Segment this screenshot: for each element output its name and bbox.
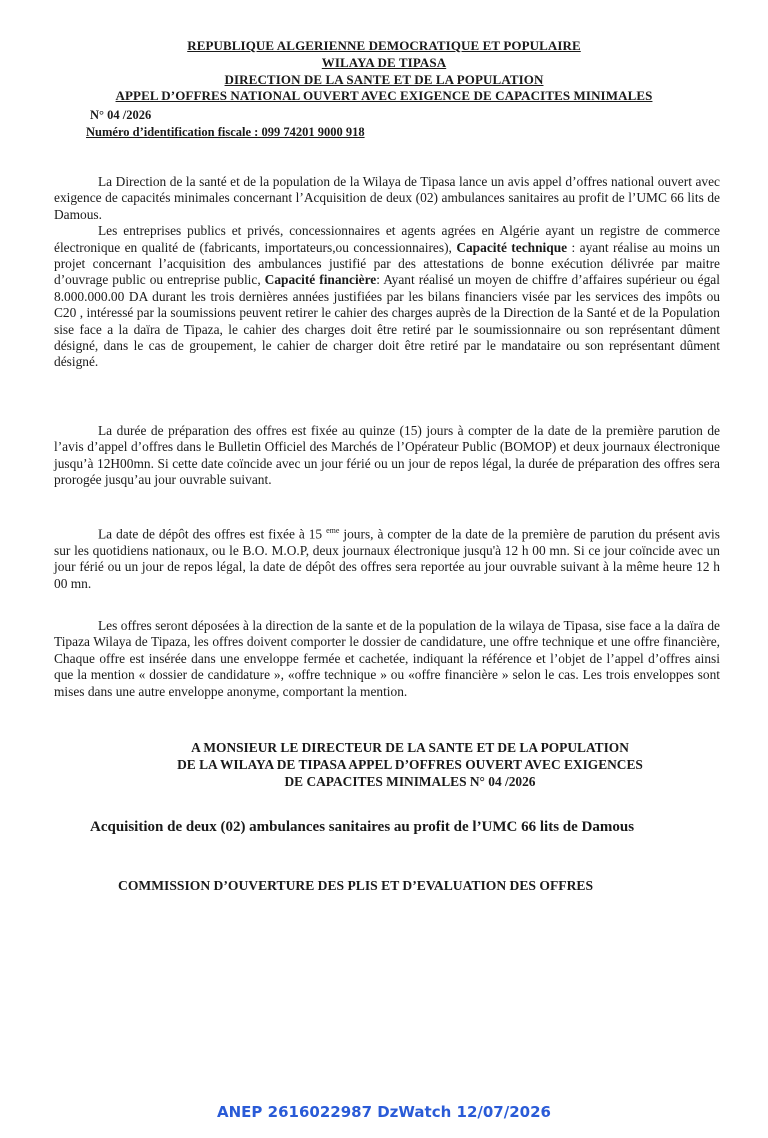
envelope-line-1: A MONSIEUR LE DIRECTEUR DE LA SANTE ET DE LA POPULATION xyxy=(191,740,629,755)
eligibility-text-b: : ayant réalise au moins un projet concernant l’acquisition des ambulances justifié par des attestations de bonne exécution délivrée par maitre d’ouvrage public ou entreprise public, xyxy=(54,239,720,288)
paragraph-intro xyxy=(54,174,720,371)
envelope-address xyxy=(110,739,710,790)
eligibility-text-c: : Ayant réalisé un moyen de chiffre d’affaires supérieur ou égal 8.000.000.00 DA durant les trois dernières années justifiées par les bilans financiers visée par les services des impôts ou C20 , intéressé par la soumissions peuvent retirer le cahier des charges auprès de la Direction de la Santé et de la Population sise face a la daïra de Tipaza, le cahier des charges doit être retiré par le soumissionnaire ou son représentant dûment désigné, dans le cas de groupement, le cahier de charger doit être retiré par le mandataire ou son représentant dûment désigné. xyxy=(54,272,720,370)
capacity-technical-label: Capacité technique xyxy=(456,239,568,255)
submission-text: Les offres seront déposées à la direction de la sante et de la population de la wilaya de Tipasa, sise face a la daïra de Tipaza Wilaya de Tipaza, les offres doivent comporter le dossier de candidature, une offre technique et une offre financière, Chaque offre est insérée dans une enveloppe fermée et cachetée, indiquant la référence et l’objet de l’appel d’offres ainsi que la mention « dossier de candidature », «offre technique » ou «offre financière » selon le cas. Les trois enveloppes sont mises dans une autre enveloppe anonyme, comportant la mention. xyxy=(54,618,720,699)
header-wilaya: WILAYA DE TIPASA xyxy=(321,55,447,70)
header-republic: REPUBLIQUE ALGERIENNE DEMOCRATIQUE ET POPULAIRE xyxy=(187,38,581,53)
paragraph-eligibility xyxy=(54,223,720,371)
tender-number: N° 04 /2026 xyxy=(90,108,152,122)
anep-reference: ANEP 2616022987 DzWatch 12/07/2026 xyxy=(217,1103,551,1121)
eligibility-text-a: Les entreprises publics et privés, concessionnaires et agents agrées en Algérie ayant un registre de commerce électronique en qualité de (fabricants, importateurs,ou concessionnaires), xyxy=(54,223,720,255)
paragraph-deposit-date xyxy=(54,523,720,592)
envelope-line-3: DE CAPACITES MINIMALES N° 04 /2026 xyxy=(284,774,536,789)
capacity-financial-label: Capacité financière xyxy=(264,272,377,288)
intro-text: La Direction de la santé et de la population de la Wilaya de Tipasa lance un avis appel d’offres national ouvert avec exigence de capacités minimales concernant l’Acquisition de deux (02) ambulances sanitaires au profit de l’UMC 66 lits de Damous. xyxy=(54,174,720,222)
preparation-text: La durée de préparation des offres est fixée au quinze (15) jours à compter de la date de la première parution de l’avis d’appel d’offres dans le Bulletin Officiel des Marchés de l’Opérateur Public (BOMOP) et deux journaux électronique jusqu’à 12H00mn. Si cette date coïncide avec un jour férié ou un jour de repos légal, la durée de préparation des offres sera prorogée jusqu’au jour ouvrable suivant. xyxy=(54,423,720,488)
paragraph-preparation xyxy=(54,423,720,489)
header-direction: DIRECTION DE LA SANTE ET DE LA POPULATION xyxy=(224,72,544,87)
tender-object: Acquisition de deux (02) ambulances sanitaires au profit de l’UMC 66 lits de Damous xyxy=(90,819,635,835)
commission-label: COMMISSION D’OUVERTURE DES PLIS ET D’EVALUATION DES OFFRES xyxy=(118,878,594,893)
tax-id: Numéro d’identification fiscale : 099 74201 9000 918 xyxy=(86,125,365,139)
paragraph-submission xyxy=(54,618,720,700)
header-tender-type: APPEL D’OFFRES NATIONAL OUVERT AVEC EXIGENCE DE CAPACITES MINIMALES xyxy=(115,88,653,103)
deposit-text-b: jours, à compter de la date de la première de parution du présent avis sur les quotidiens nationaux, ou le B.O. M.O.P, deux journaux électronique jusqu'à 12 h 00 mn. Si ce jour coïncide avec un jour férié ou un jour de repos légal, la date de dépôt des offres sera reportée au jour ouvrable suivant à la même heure 12 h 00 mn. xyxy=(54,526,720,591)
envelope-line-2: DE LA WILAYA DE TIPASA APPEL D’OFFRES OUVERT AVEC EXIGENCES xyxy=(177,757,643,772)
deposit-sup: eme xyxy=(326,526,340,535)
deposit-text-a: La date de dépôt des offres est fixée à 15 xyxy=(98,526,323,542)
